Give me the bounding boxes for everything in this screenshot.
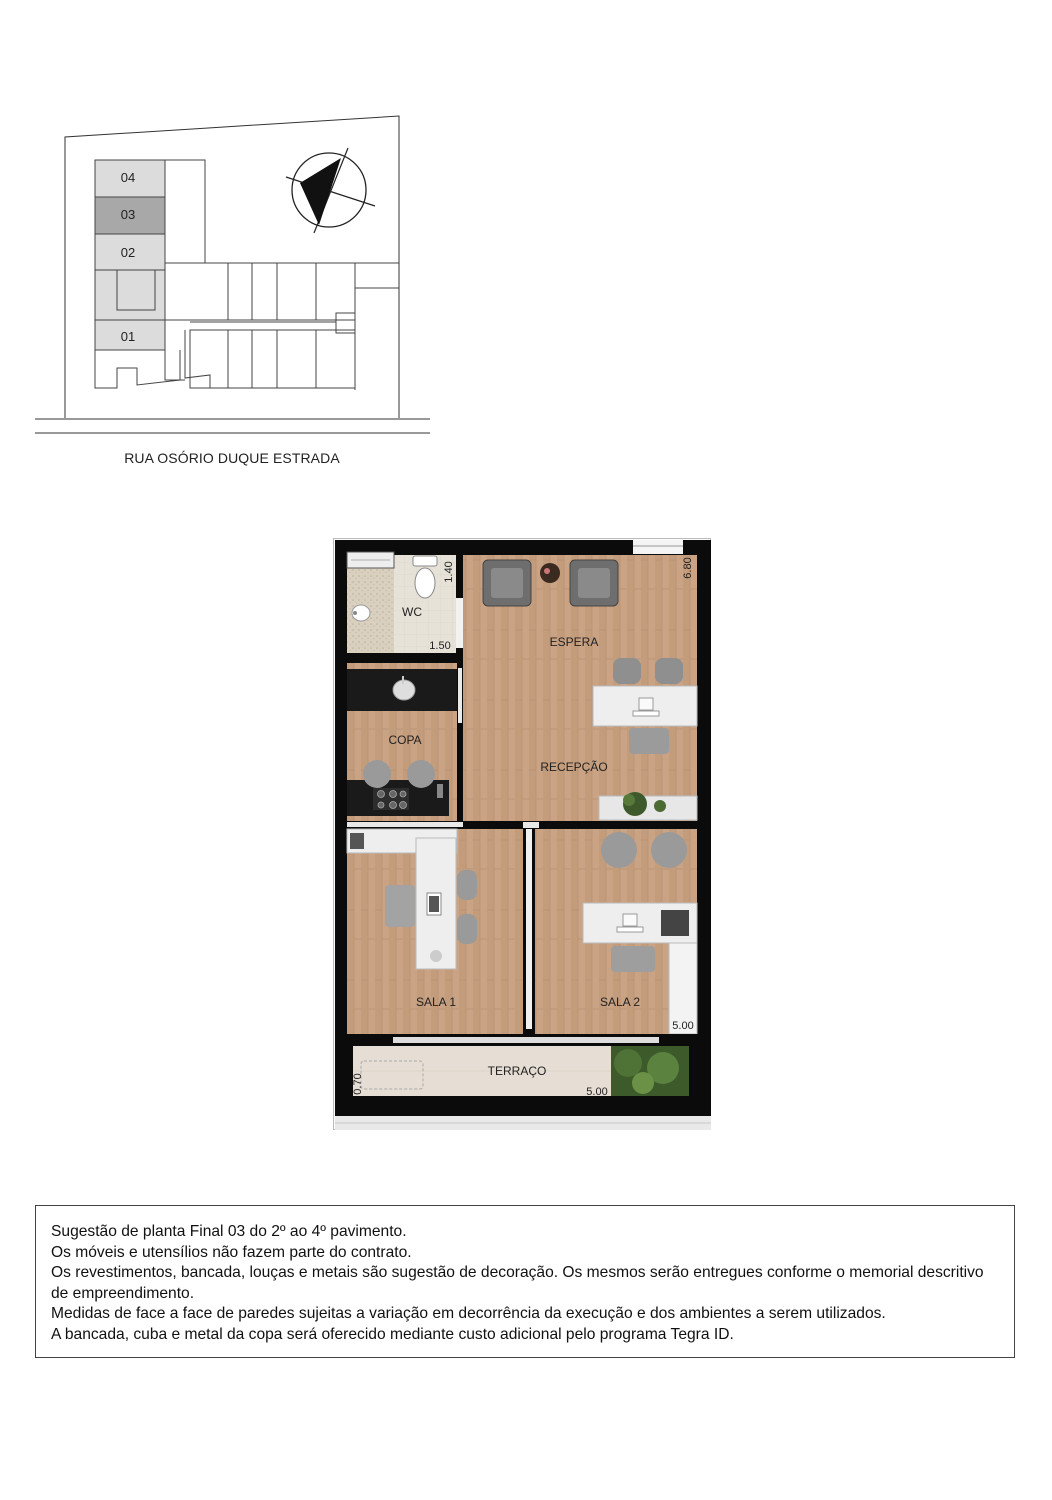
dim-wc-width: 1.50 bbox=[429, 640, 451, 652]
north-arrow-icon bbox=[286, 148, 375, 233]
unit-label-02: 02 bbox=[120, 245, 136, 260]
note-line: Sugestão de planta Final 03 do 2º ao 4º pavimento. bbox=[51, 1223, 407, 1240]
room-label-wc: WC bbox=[402, 605, 422, 619]
unit-label-03: 03 bbox=[120, 207, 136, 222]
dim-terraco-depth: 0.70 bbox=[352, 1073, 364, 1095]
floor-plan bbox=[333, 538, 713, 1131]
street-name: RUA OSÓRIO DUQUE ESTRADA bbox=[124, 450, 340, 466]
dim-sala2-width: 5.00 bbox=[672, 1020, 694, 1032]
notes-box bbox=[35, 1205, 1015, 1358]
room-label-copa: COPA bbox=[388, 733, 422, 747]
unit-label-01: 01 bbox=[120, 329, 136, 344]
room-label-terraco: TERRAÇO bbox=[487, 1064, 547, 1078]
note-line: A bancada, cuba e metal da copa será oferecido mediante custo adicional pelo programa Tegra ID. bbox=[51, 1325, 734, 1343]
note-line: Os revestimentos, bancada, louças e metais são sugestão de decoração. Os mesmos serão entregues conforme o memorial descritivo de empreendimento. bbox=[51, 1264, 984, 1302]
dim-espera-depth: 6.80 bbox=[682, 557, 694, 579]
dim-wc-height: 1.40 bbox=[443, 561, 455, 583]
room-label-espera: ESPERA bbox=[549, 635, 599, 649]
note-line: Medidas de face a face de paredes sujeitas a variação em decorrência da execução e dos ambientes a serem utilizados. bbox=[51, 1305, 886, 1323]
room-label-sala2: SALA 2 bbox=[599, 995, 641, 1009]
note-line: Os móveis e utensílios não fazem parte do contrato. bbox=[51, 1243, 412, 1261]
dim-terraco-width: 5.00 bbox=[586, 1086, 608, 1098]
unit-label-04: 04 bbox=[120, 170, 136, 185]
key-plan bbox=[0, 0, 470, 440]
room-label-sala1: SALA 1 bbox=[415, 995, 457, 1009]
room-label-recepcao: RECEPÇÃO bbox=[540, 760, 608, 774]
